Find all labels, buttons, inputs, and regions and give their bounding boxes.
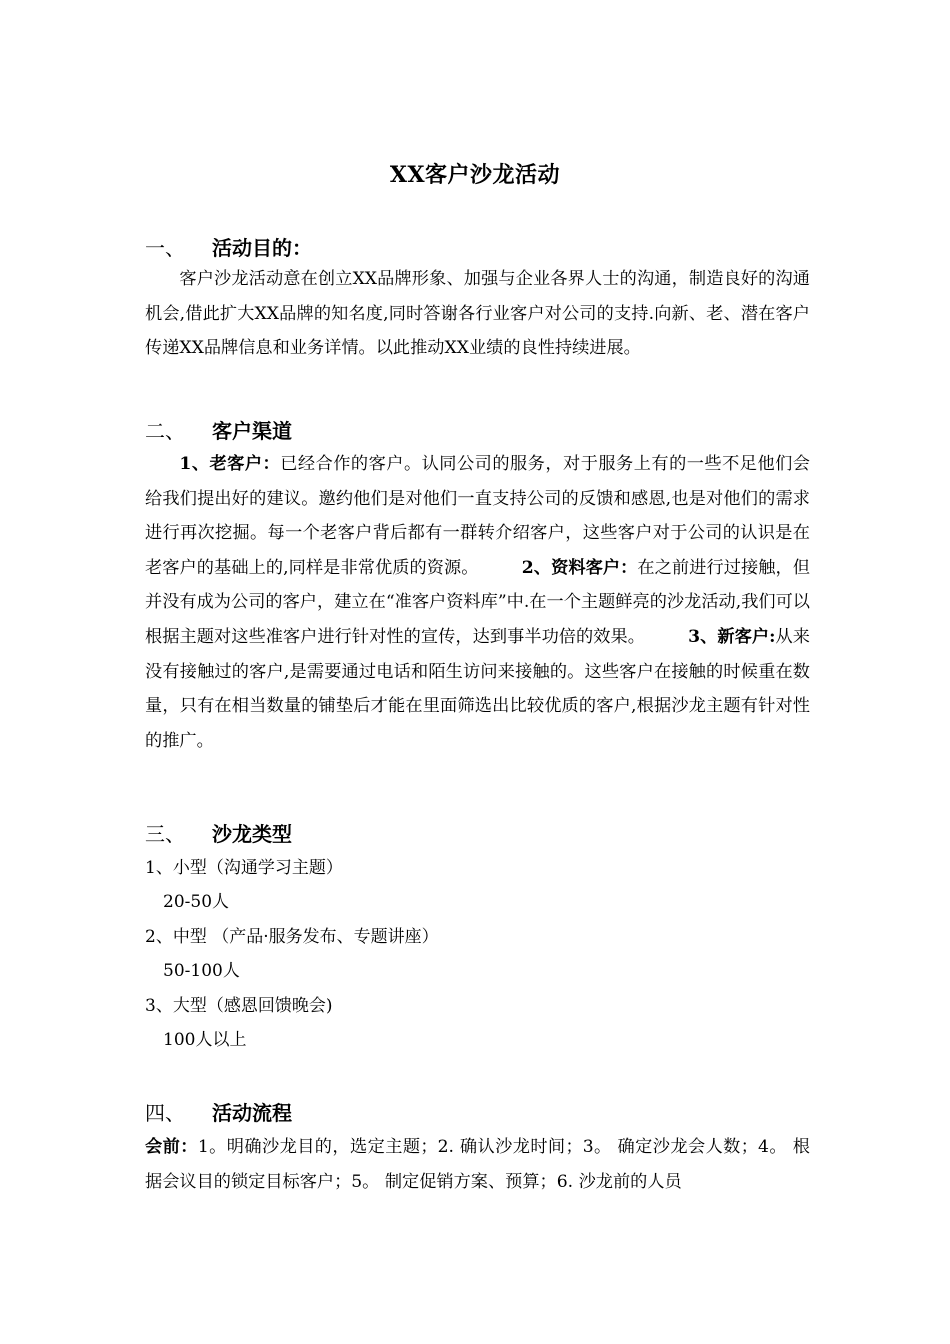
section-number: 四、 (145, 1101, 185, 1125)
before-meeting-label: 会前： (145, 1137, 198, 1157)
salon-type-medium: 2、中型 （产品·服务发布、专题讲座） (145, 927, 439, 947)
section-title: 活动流程 (212, 1101, 292, 1125)
section-title: 活动目的： (212, 236, 312, 260)
data-customer-label: 2、资料客户： (521, 557, 638, 578)
old-customer-label: 1、老客户： (179, 454, 281, 474)
channels-paragraph (145, 447, 810, 758)
document-title: XX客户沙龙活动 (389, 162, 561, 188)
section-heading-types (145, 818, 292, 847)
new-customer-label: 3、新客户: (688, 626, 776, 647)
old-customer-text: 已经合作的客户。认同公司的服务，对于服务上有的一些不足他们会给我们提出好的建议。邀约他们是对他们一直支持公司的反馈和感恩,也是对他们的需求进行再次挖掘。每一个老客户背后都有一群转介绍客户，这些客户对于公司的认识是在老客户的基础上的,同样是非常优质的资源。 (145, 454, 810, 578)
new-customer-text: 从来没有接触过的客户,是需要通过电话和陌生访问来接触的。这些客户在接触的时候重在数量，只有在相当数量的铺垫后才能在里面筛选出比较优质的客户,根据沙龙主题有针对性的推广。 (145, 626, 810, 751)
process-paragraph (145, 1130, 810, 1199)
salon-type-large: 3、大型（感恩回馈晚会) (145, 996, 333, 1016)
section-number: 一、 (145, 236, 185, 260)
section-number: 二、 (145, 419, 185, 443)
section-number: 三、 (145, 822, 185, 846)
section-heading-process (145, 1097, 292, 1126)
section-title: 客户渠道 (212, 419, 292, 443)
salon-size-medium: 50-100人 (163, 961, 240, 981)
data-customer-text: 在之前进行过接触，但并没有成为公司的客户，建立在“准客户资料库”中.在一个主题鲜亮的沙龙活动,我们可以根据主题对这些准客户进行针对性的宣传，达到事半功倍的效果。 (145, 557, 810, 647)
purpose-paragraph: 客户沙龙活动意在创立XX品牌形象、加强与企业各界人士的沟通，制造良好的沟通机会,借此扩大XX品牌的知名度,同时答谢各行业客户对公司的支持.向新、老、潜在客户传递XX品牌信息和业务详情。以此推动XX业绩的良性持续进展。 (145, 269, 810, 359)
salon-size-large: 100人以上 (163, 1030, 247, 1050)
salon-size-small: 20-50人 (163, 892, 230, 912)
before-meeting-text: 1。明确沙龙目的，选定主题；2. 确认沙龙时间；3。 确定沙龙会人数；4。 根据会议目的锁定目标客户；5。 制定促销方案、预算；6. 沙龙前的人员 (145, 1137, 810, 1192)
section-title: 沙龙类型 (212, 822, 292, 846)
section-heading-channels (145, 415, 292, 444)
section-heading-purpose (145, 232, 312, 261)
salon-type-small: 1、小型（沟通学习主题） (145, 858, 343, 878)
